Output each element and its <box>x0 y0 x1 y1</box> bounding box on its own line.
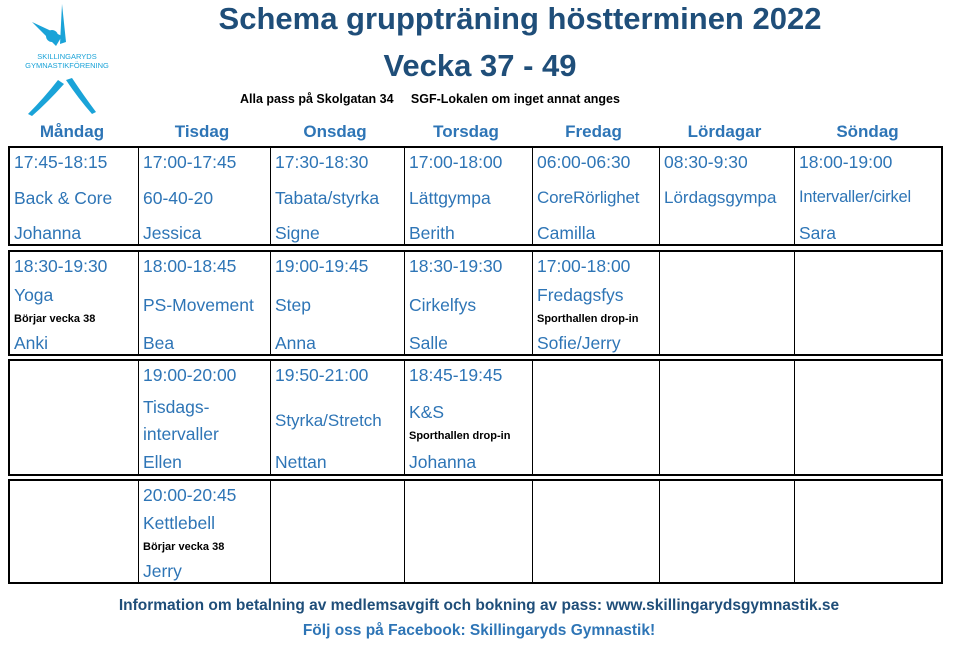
empty-cell <box>659 252 794 354</box>
schedule-row-3 <box>8 359 943 476</box>
class-time: 18:00-18:45 <box>143 256 237 276</box>
class-instructor: Anna <box>275 333 316 353</box>
week-range: Vecka 37 - 49 <box>383 48 577 83</box>
class-instructor: Salle <box>409 333 448 353</box>
payment-info: Information om betalning av medlemsavgift och bokning av pass: www.skillingarydsgymnastik.se <box>118 597 840 614</box>
class-time: 19:00-19:45 <box>275 256 369 276</box>
class-time: 17:00-18:00 <box>409 152 503 172</box>
class-time: 20:00-20:45 <box>143 485 237 505</box>
class-name: Yoga <box>14 285 54 305</box>
class-instructor: Sofie/Jerry <box>537 333 621 353</box>
empty-cell <box>404 481 532 582</box>
class-time: 06:00-06:30 <box>537 152 631 172</box>
class-name: Cirkelfys <box>409 295 477 315</box>
class-cell <box>270 252 404 354</box>
class-cell <box>404 361 532 474</box>
day-header-thursday: Torsdag <box>433 122 499 141</box>
empty-cell <box>659 361 794 474</box>
class-name: K&S <box>409 402 445 422</box>
class-note: Sporthallen drop-in <box>537 313 639 325</box>
empty-cell <box>10 361 138 474</box>
class-name: intervaller <box>143 424 219 444</box>
location-note: Alla pass på Skolgatan 34 SGF-Lokalen om inget annat anges <box>240 92 620 106</box>
class-name: Back & Core <box>14 188 113 208</box>
empty-cell <box>532 481 659 582</box>
class-time: 19:00-20:00 <box>143 365 237 385</box>
class-name: Step <box>275 295 311 315</box>
class-cell <box>270 148 404 244</box>
class-time: 19:50-21:00 <box>275 365 369 385</box>
day-header-saturday: Lördagar <box>687 122 762 141</box>
class-time: 18:45-19:45 <box>409 365 503 385</box>
class-instructor: Signe <box>275 223 320 243</box>
class-cell <box>270 361 404 474</box>
class-instructor: Sara <box>799 223 836 243</box>
class-instructor: Johanna <box>409 452 477 472</box>
class-time: 17:00-17:45 <box>143 152 237 172</box>
day-header-monday: Måndag <box>39 122 105 141</box>
class-cell <box>404 252 532 354</box>
class-cell <box>138 361 270 474</box>
class-instructor: Ellen <box>143 452 182 472</box>
class-instructor: Bea <box>143 333 175 353</box>
empty-cell <box>794 481 941 582</box>
class-instructor: Anki <box>14 333 49 353</box>
class-name: CoreRörlighet <box>537 188 640 207</box>
class-name: Lättgympa <box>409 188 491 208</box>
class-instructor: Camilla <box>537 223 596 243</box>
empty-cell <box>659 481 794 582</box>
class-time: 18:30-19:30 <box>14 256 108 276</box>
class-name: Lördagsgympa <box>664 188 777 207</box>
class-note: Sporthallen drop-in <box>409 430 511 442</box>
facebook-info: Följ oss på Facebook: Skillingaryds Gymnastik! <box>302 622 656 639</box>
day-header-wednesday: Onsdag <box>303 122 367 141</box>
schedule-row-4 <box>8 479 943 584</box>
class-instructor: Johanna <box>14 223 82 243</box>
class-name: PS-Movement <box>143 295 254 315</box>
schedule-row-1 <box>8 146 943 246</box>
class-name: Tabata/styrka <box>275 188 380 208</box>
class-cell <box>659 148 794 244</box>
class-name: Styrka/Stretch <box>275 411 382 430</box>
class-instructor: Berith <box>409 223 455 243</box>
day-header-sunday: Söndag <box>836 122 899 141</box>
class-time: 17:30-18:30 <box>275 152 369 172</box>
class-cell <box>10 148 138 244</box>
class-instructor: Jessica <box>143 223 202 243</box>
class-time: 08:30-9:30 <box>664 152 748 172</box>
class-cell <box>10 252 138 354</box>
empty-cell <box>532 361 659 474</box>
class-cell <box>532 148 659 244</box>
class-instructor: Jerry <box>143 561 182 581</box>
logo-text: SKILLINGARYDS GYMNASTIKFÖRENING <box>25 52 109 70</box>
class-cell <box>794 148 941 244</box>
class-cell <box>138 481 270 582</box>
class-time: 18:00-19:00 <box>799 152 893 172</box>
class-name: Tisdags- <box>143 397 210 417</box>
class-name: 60-40-20 <box>143 188 214 208</box>
empty-cell <box>10 481 138 582</box>
class-name: Intervaller/cirkel <box>799 188 911 206</box>
class-time: 17:00-18:00 <box>537 256 631 276</box>
class-time: 17:45-18:15 <box>14 152 108 172</box>
day-header-friday: Fredag <box>565 122 622 141</box>
class-time: 18:30-19:30 <box>409 256 503 276</box>
page-title: Schema gruppträning höstterminen 2022 <box>218 1 822 36</box>
class-note: Börjar vecka 38 <box>14 313 96 325</box>
class-cell <box>138 148 270 244</box>
class-cell <box>404 148 532 244</box>
club-logo <box>22 2 112 120</box>
class-cell <box>138 252 270 354</box>
empty-cell <box>270 481 404 582</box>
class-name: Kettlebell <box>143 513 215 533</box>
empty-cell <box>794 361 941 474</box>
day-header-tuesday: Tisdag <box>174 122 230 141</box>
class-instructor: Nettan <box>275 452 327 472</box>
class-note: Börjar vecka 38 <box>143 541 225 553</box>
empty-cell <box>794 252 941 354</box>
class-name: Fredagsfys <box>537 285 624 305</box>
schedule-row-2 <box>8 250 943 356</box>
class-cell <box>532 252 659 354</box>
